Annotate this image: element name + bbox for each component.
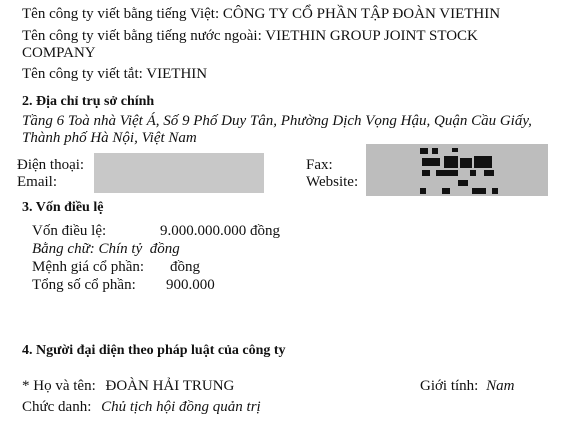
section-heading-capital: 3. Vốn điều lệ bbox=[22, 200, 104, 215]
phone-label: Điện thoại: bbox=[17, 157, 85, 173]
name-value: ĐOÀN HẢI TRUNG bbox=[105, 378, 235, 394]
short-name-value: VIETHIN bbox=[146, 66, 208, 82]
capital-label: Vốn điều lệ: bbox=[32, 223, 107, 239]
in-words-label: Bằng chữ: bbox=[32, 241, 95, 257]
foreign-name-label: Tên công ty viết bằng tiếng nước ngoài: bbox=[22, 28, 262, 44]
address-line-2: Thành phố Hà Nội, Việt Nam bbox=[22, 130, 197, 146]
email-label: Email: bbox=[17, 174, 57, 190]
name-label: * Họ và tên: bbox=[22, 378, 96, 394]
in-words-value: Chín tỷ đồng bbox=[98, 241, 180, 257]
vn-name-row bbox=[22, 6, 500, 23]
foreign-name-row bbox=[22, 28, 478, 45]
section-heading-representative: 4. Người đại diện theo pháp luật của công ty bbox=[22, 343, 286, 358]
title-value: Chủ tịch hội đồng quản trị bbox=[101, 399, 261, 415]
total-shares-value: 900.000 bbox=[166, 277, 215, 293]
section-heading-address: 2. Địa chỉ trụ sở chính bbox=[22, 94, 155, 109]
representative-title-row bbox=[22, 399, 261, 416]
par-value-value: đồng bbox=[170, 259, 200, 275]
gender-label: Giới tính: bbox=[420, 378, 479, 394]
website-label: Website: bbox=[306, 174, 359, 190]
redacted-contact-left bbox=[94, 153, 264, 193]
gender-row bbox=[420, 378, 514, 395]
short-name-label: Tên công ty viết tắt: bbox=[22, 66, 143, 82]
foreign-name-value-line2: COMPANY bbox=[22, 45, 96, 61]
par-value-label: Mệnh giá cổ phần: bbox=[32, 259, 145, 275]
redacted-contact-right bbox=[366, 144, 548, 196]
vn-name-value: CÔNG TY CỔ PHẦN TẬP ĐOÀN VIETHIN bbox=[222, 6, 501, 22]
title-label: Chức danh: bbox=[22, 399, 92, 415]
vn-name-label: Tên công ty viết bằng tiếng Việt: bbox=[22, 6, 220, 22]
foreign-name-value-line1: VIETHIN GROUP JOINT STOCK bbox=[265, 28, 478, 44]
capital-value: 9.000.000.000 đồng bbox=[160, 223, 280, 239]
gender-value: Nam bbox=[486, 378, 515, 394]
short-name-row bbox=[22, 66, 207, 83]
address-line-1: Tầng 6 Toà nhà Việt Á, Số 9 Phố Duy Tân, Phường Dịch Vọng Hậu, Quận Cầu Giấy, bbox=[22, 113, 532, 129]
capital-in-words bbox=[32, 241, 180, 258]
total-shares-label: Tổng số cổ phần: bbox=[32, 277, 136, 293]
fax-label: Fax: bbox=[306, 157, 333, 173]
representative-name-row bbox=[22, 378, 234, 395]
